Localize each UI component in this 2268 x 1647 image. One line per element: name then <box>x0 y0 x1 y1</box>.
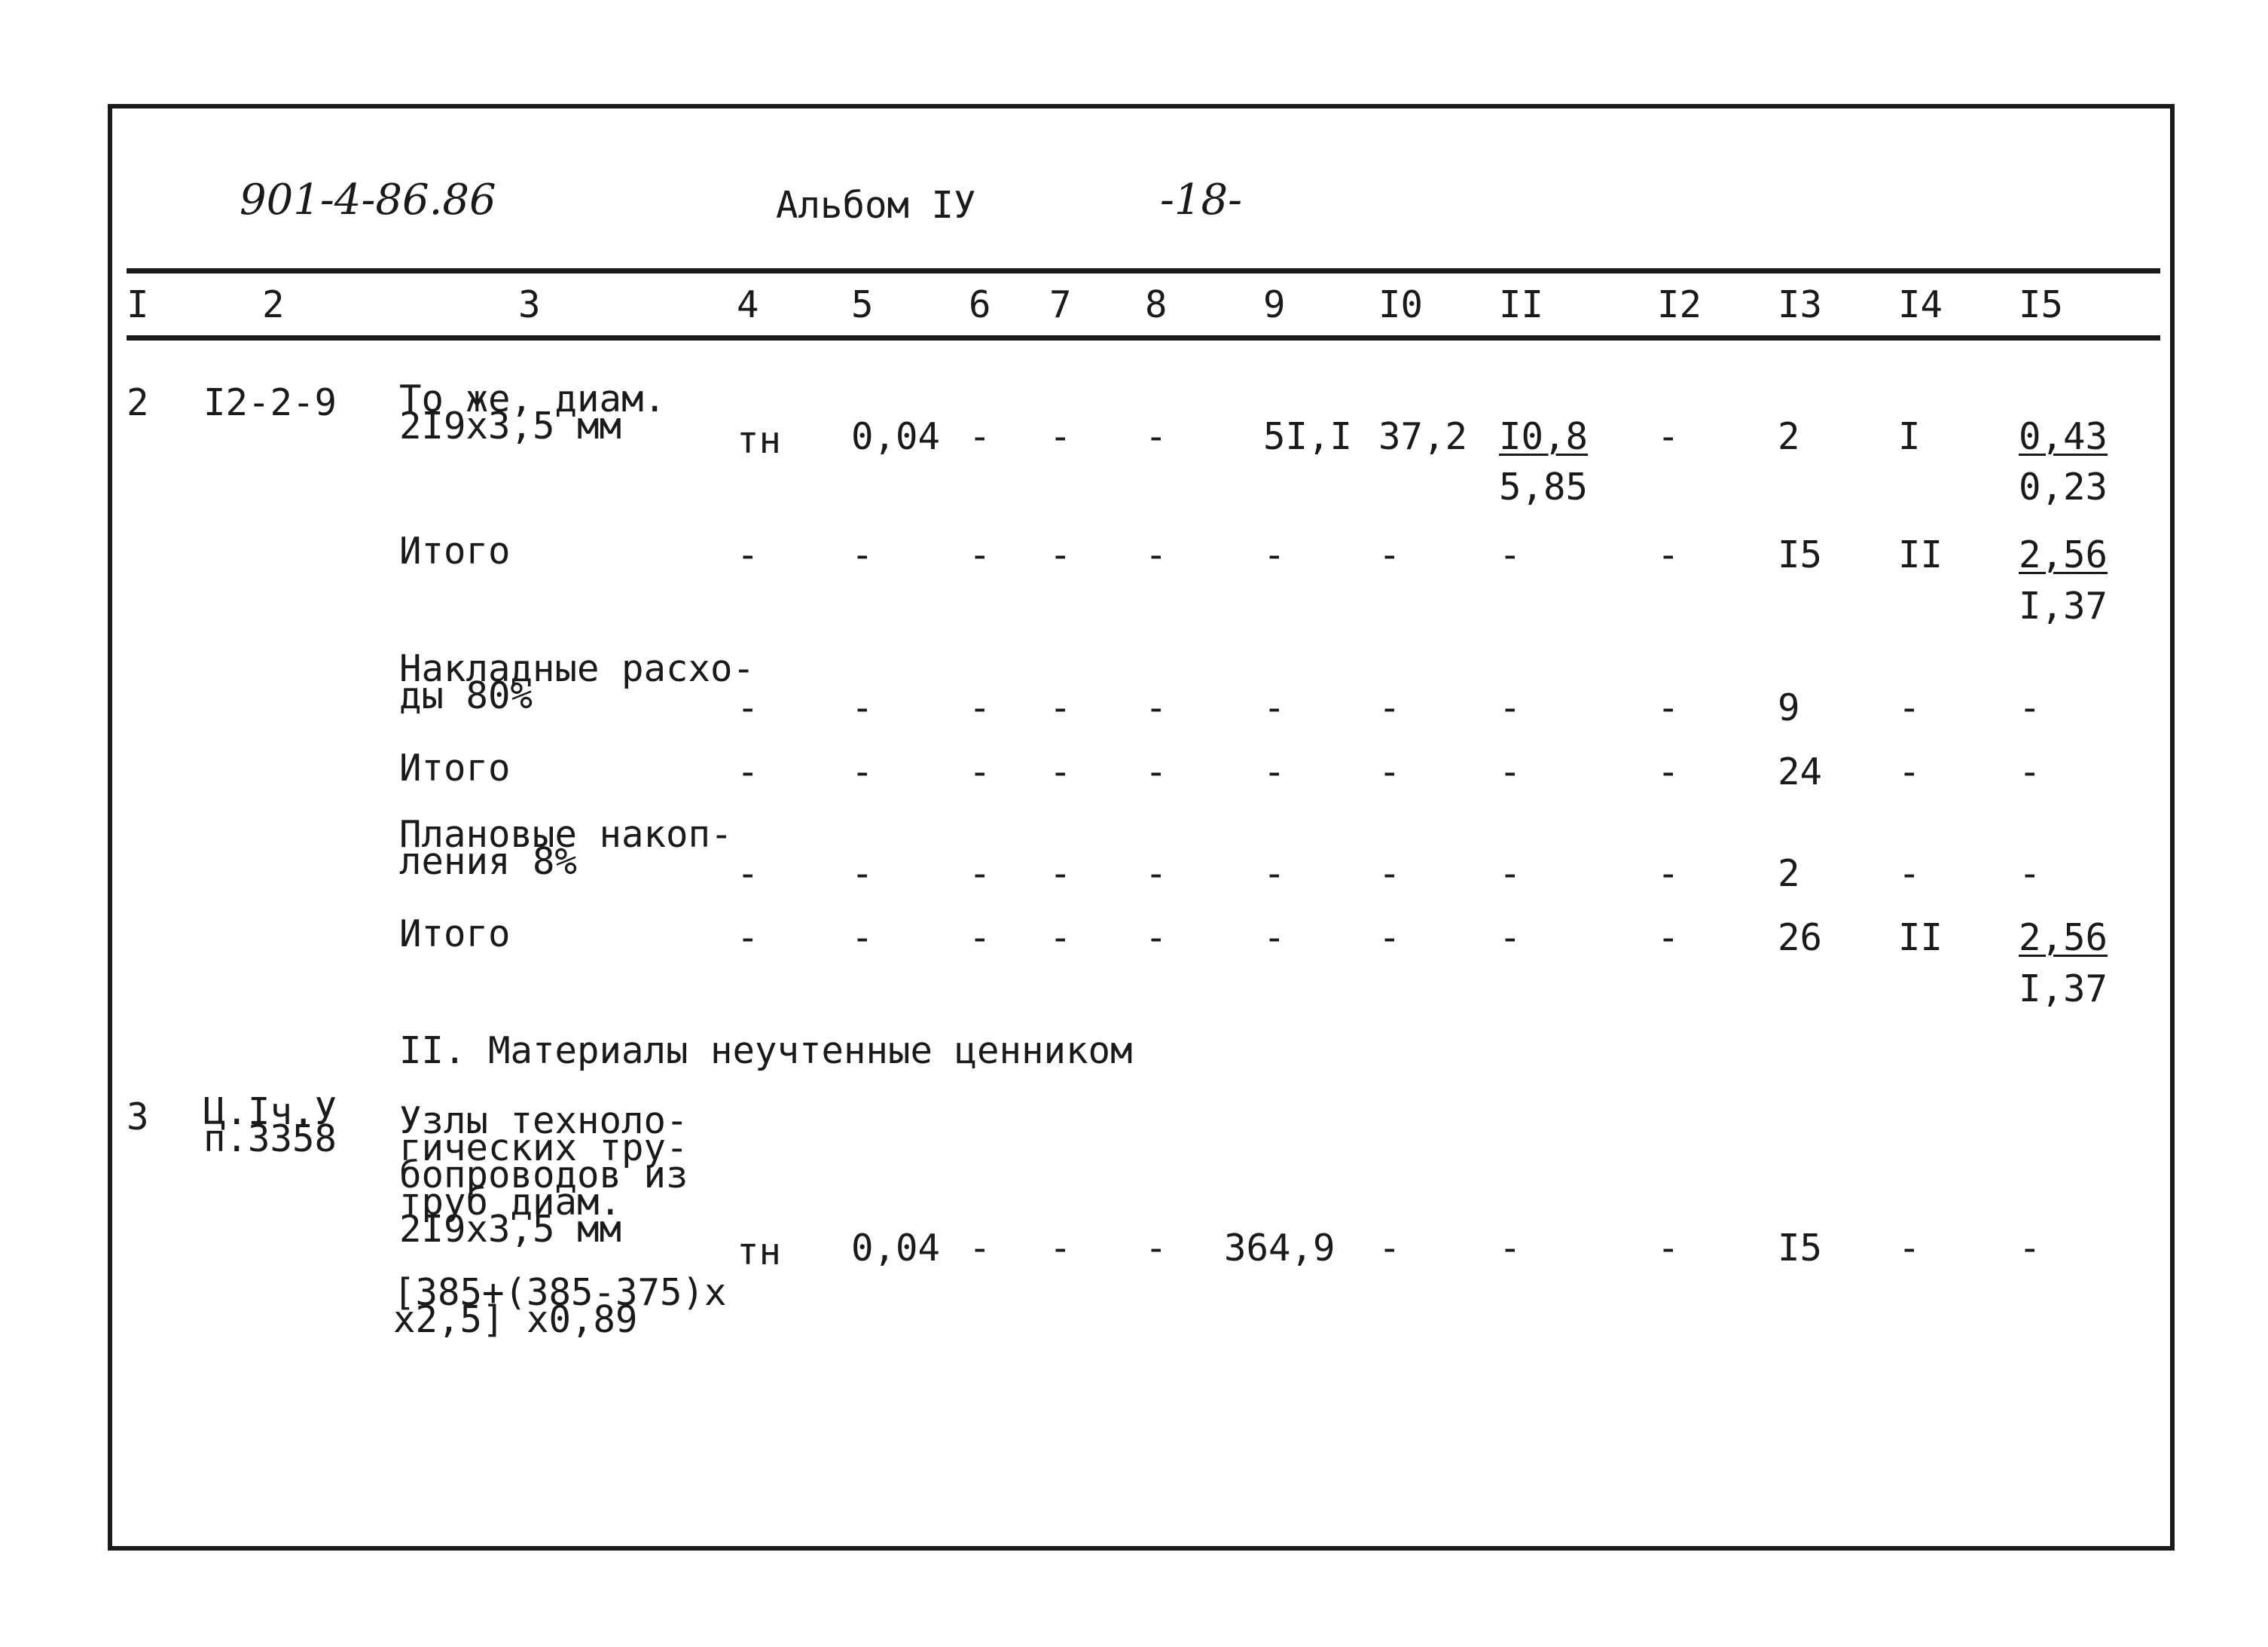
row-name: Итого <box>399 912 511 955</box>
cell-c11: - <box>1499 916 1522 959</box>
cell-c5: - <box>851 750 874 793</box>
cell-c10: - <box>1378 852 1401 895</box>
cell-c10: 37,2 <box>1378 415 1468 458</box>
cell-c13: 2 <box>1778 415 1800 458</box>
col-header-3: 3 <box>518 283 541 326</box>
cell-c13: 24 <box>1778 750 1823 793</box>
cell-c7: - <box>1049 852 1072 895</box>
cell-c5: - <box>851 533 874 576</box>
cell-c6: - <box>969 533 991 576</box>
cell-c11: - <box>1499 1227 1522 1270</box>
cell-c8: - <box>1145 750 1168 793</box>
row-name: Итого <box>399 747 511 790</box>
cell-c13: 26 <box>1778 916 1823 959</box>
cell-c8: - <box>1145 415 1168 458</box>
cell-c4: - <box>737 533 759 576</box>
cell-c10: - <box>1378 916 1401 959</box>
row-name: Плановые накоп- ления 8% <box>399 813 733 883</box>
cell-c12: - <box>1657 916 1680 959</box>
cell-c14: - <box>1898 750 1921 793</box>
cell-c8: - <box>1145 533 1168 576</box>
cell-c12: - <box>1657 852 1680 895</box>
cell-c12: - <box>1657 415 1680 458</box>
cell-c13: 9 <box>1778 686 1800 729</box>
cell-c14: II <box>1898 533 1943 576</box>
col-header-14: I4 <box>1898 283 1943 326</box>
cell-c7: - <box>1049 750 1072 793</box>
col-header-10: I0 <box>1378 283 1424 326</box>
cell-c9: - <box>1263 750 1286 793</box>
cell-c5: 0,04 <box>851 415 941 458</box>
cell-c11-top: I0,8 <box>1499 415 1589 458</box>
cell-c15: - <box>2019 852 2041 895</box>
cell-c13: 2 <box>1778 852 1800 895</box>
col-header-11: II <box>1499 283 1544 326</box>
cell-c8: - <box>1145 916 1168 959</box>
cell-c7: - <box>1049 533 1072 576</box>
cell-c9: - <box>1263 686 1286 729</box>
cell-c11: - <box>1499 533 1522 576</box>
cell-c4: - <box>737 916 759 959</box>
cell-c9: - <box>1263 533 1286 576</box>
cell-c15-top: 2,56 <box>2019 916 2108 959</box>
cell-c12: - <box>1657 1227 1680 1270</box>
cell-c6: - <box>969 1227 991 1270</box>
cell-c8: - <box>1145 852 1168 895</box>
cell-c15: - <box>2019 750 2041 793</box>
cell-c13: I5 <box>1778 1227 1823 1270</box>
row-num: 3 <box>127 1095 149 1138</box>
cell-c15-bottom: 0,23 <box>2019 466 2108 509</box>
row-code: Ц.Iч.У п.3358 <box>203 1090 337 1160</box>
col-header-8: 8 <box>1145 283 1168 326</box>
header-top-rule <box>127 268 2160 273</box>
cell-c5: 0,04 <box>851 1227 941 1270</box>
col-header-2: 2 <box>262 283 285 326</box>
col-header-4: 4 <box>737 283 759 326</box>
cell-c10: - <box>1378 750 1401 793</box>
row-formula: [385+(385-375)x x2,5] x0,89 <box>393 1271 727 1341</box>
cell-c10: - <box>1378 686 1401 729</box>
col-header-15: I5 <box>2019 283 2064 326</box>
cell-c11: - <box>1499 852 1522 895</box>
cell-c15: - <box>2019 686 2041 729</box>
cell-c7: - <box>1049 415 1072 458</box>
cell-c9: - <box>1263 852 1286 895</box>
row-num: 2 <box>127 381 149 424</box>
album-label: Альбом IУ <box>776 184 976 227</box>
cell-c6: - <box>969 686 991 729</box>
cell-c11: - <box>1499 750 1522 793</box>
cell-c5: - <box>851 686 874 729</box>
cell-c7: - <box>1049 1227 1072 1270</box>
cell-c14: - <box>1898 852 1921 895</box>
cell-c8: - <box>1145 1227 1168 1270</box>
cell-c6: - <box>969 916 991 959</box>
row-name: То же, диам. 2I9x3,5 мм <box>399 377 667 448</box>
cell-c6: - <box>969 415 991 458</box>
cell-c14: - <box>1898 1227 1921 1270</box>
cell-c9: 5I,I <box>1263 415 1353 458</box>
cell-c6: - <box>969 852 991 895</box>
header-bottom-rule <box>127 335 2160 341</box>
cell-c9: 364,9 <box>1224 1227 1335 1270</box>
cell-c5: - <box>851 916 874 959</box>
cell-c14: - <box>1898 686 1921 729</box>
cell-c15-top: 0,43 <box>2019 415 2108 458</box>
row-unit: тн <box>737 419 782 462</box>
cell-c14: I <box>1898 415 1921 458</box>
cell-c9: - <box>1263 916 1286 959</box>
section-title: II. Материалы неучтенные ценником <box>399 1029 1133 1072</box>
cell-c13: I5 <box>1778 533 1823 576</box>
cell-c10: - <box>1378 1227 1401 1270</box>
cell-c14: II <box>1898 916 1943 959</box>
cell-c7: - <box>1049 916 1072 959</box>
cell-c12: - <box>1657 686 1680 729</box>
row-name: Итого <box>399 530 511 573</box>
row-name: Узлы техноло- гических тру- бопроводов из труб диам. 2I9x3,5 мм <box>399 1099 688 1251</box>
col-header-5: 5 <box>851 283 874 326</box>
col-header-12: I2 <box>1657 283 1702 326</box>
page-number: -18- <box>1160 176 1243 225</box>
cell-c4: - <box>737 852 759 895</box>
row-unit: тн <box>737 1230 782 1273</box>
cell-c15: - <box>2019 1227 2041 1270</box>
row-name: Накладные расхо- ды 80% <box>399 647 755 717</box>
cell-c5: - <box>851 852 874 895</box>
col-header-7: 7 <box>1049 283 1072 326</box>
cell-c12: - <box>1657 533 1680 576</box>
col-header-13: I3 <box>1778 283 1823 326</box>
cell-c4: - <box>737 686 759 729</box>
cell-c12: - <box>1657 750 1680 793</box>
cell-c4: - <box>737 750 759 793</box>
cell-c11-bottom: 5,85 <box>1499 466 1589 509</box>
cell-c7: - <box>1049 686 1072 729</box>
cell-c15-bottom: I,37 <box>2019 585 2108 628</box>
cell-c8: - <box>1145 686 1168 729</box>
cell-c11: - <box>1499 686 1522 729</box>
cell-c10: - <box>1378 533 1401 576</box>
cell-c6: - <box>969 750 991 793</box>
cell-c15-bottom: I,37 <box>2019 967 2108 1010</box>
col-header-6: 6 <box>969 283 991 326</box>
document-number: 901-4-86.86 <box>240 176 496 225</box>
col-header-1: I <box>127 283 149 326</box>
row-code: I2-2-9 <box>203 381 337 424</box>
col-header-9: 9 <box>1263 283 1286 326</box>
cell-c15-top: 2,56 <box>2019 533 2108 576</box>
